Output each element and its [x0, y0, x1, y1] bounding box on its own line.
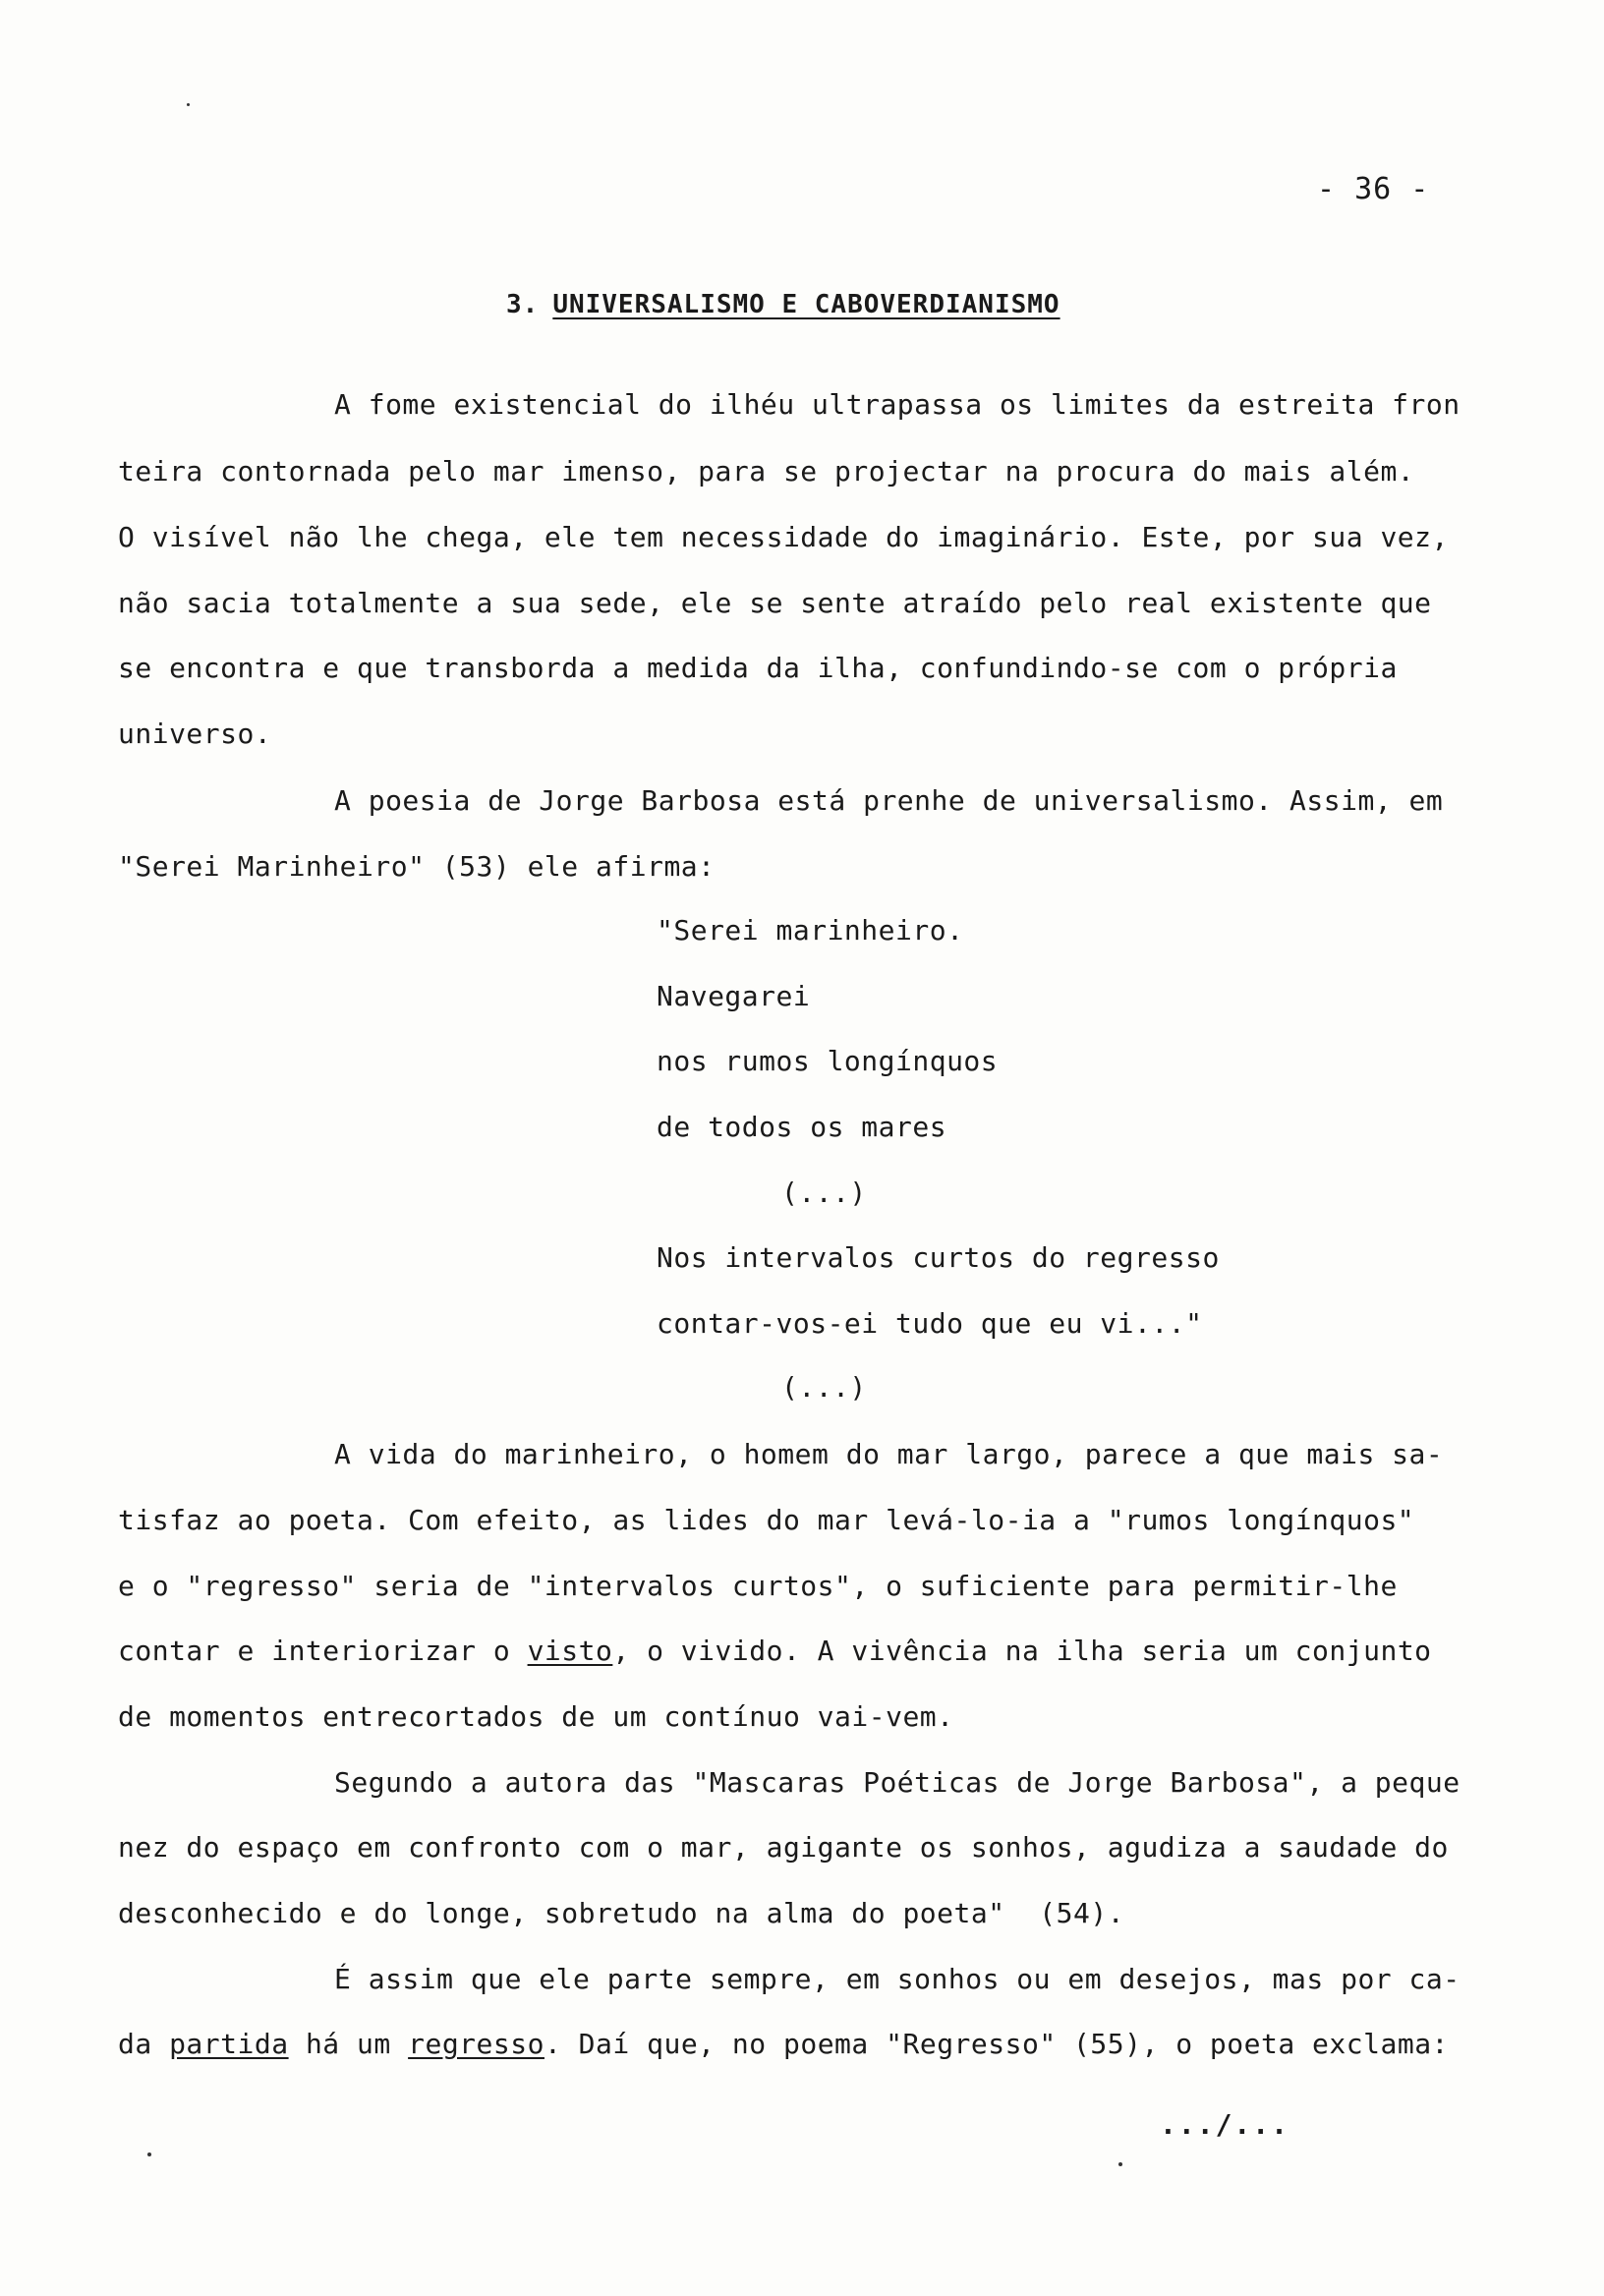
- paragraph-3-line-4-start: contar e interiorizar o: [118, 1635, 528, 1667]
- paragraph-5-line-1: É assim que ele parte sempre, em sonhos ou em desejos, mas por ca-: [334, 1963, 1461, 1995]
- paragraph-2-line-2: "Serei Marinheiro" (53) ele afirma:: [118, 850, 716, 883]
- page-number: - 36 -: [1317, 172, 1430, 206]
- verse-line-4: de todos os mares: [657, 1111, 947, 1143]
- section-heading-title: UNIVERSALISMO E CABOVERDIANISMO: [552, 290, 1060, 319]
- paragraph-1-line-4: não sacia totalmente a sua sede, ele se sente atraído pelo real existente que: [118, 587, 1432, 619]
- paragraph-3-line-4-end: , o vivido. A vivência na ilha seria um conjunto: [612, 1635, 1432, 1667]
- scan-speck: [1118, 2162, 1122, 2166]
- underlined-word-partida: partida: [169, 2028, 289, 2060]
- verse-line-2: Navegarei: [657, 980, 811, 1012]
- paragraph-3-line-5: de momentos entrecortados de um contínuo vai-vem.: [118, 1700, 954, 1733]
- underlined-word-visto: visto: [527, 1635, 613, 1667]
- paragraph-5-line-2-end: . Daí que, no poema "Regresso" (55), o poeta exclama:: [544, 2028, 1449, 2060]
- paragraph-5-line-2-prefix: da: [118, 2028, 170, 2060]
- verse-line-3: nos rumos longínquos: [657, 1045, 999, 1077]
- underlined-word-regresso: regresso: [408, 2028, 544, 2060]
- paragraph-1-line-2: teira contornada pelo mar imenso, para se projectar na procura do mais além.: [118, 455, 1415, 488]
- paragraph-5-line-2: [118, 2028, 1449, 2060]
- paragraph-3-line-1: A vida do marinheiro, o homem do mar largo, parece a que mais sa-: [334, 1438, 1444, 1470]
- paragraph-4-line-3: desconhecido e do longe, sobretudo na alma do poeta" (54).: [118, 1897, 1125, 1929]
- paragraph-4-line-1: Segundo a autora das "Mascaras Poéticas de Jorge Barbosa", a peque: [334, 1766, 1461, 1799]
- paragraph-5-line-2-mid: há um: [288, 2028, 409, 2060]
- paragraph-3-line-2: tisfaz ao poeta. Com efeito, as lides do mar levá-lo-ia a "rumos longínquos": [118, 1504, 1415, 1536]
- verse-ellipsis-1: (...): [781, 1177, 867, 1209]
- paragraph-1-line-6: universo.: [118, 718, 272, 750]
- paragraph-3-line-4: [118, 1635, 1432, 1667]
- paragraph-4-line-2: nez do espaço em confronto com o mar, agigante os sonhos, agudiza a saudade do: [118, 1831, 1449, 1864]
- scan-speck: [147, 2152, 151, 2156]
- paragraph-2-line-1: A poesia de Jorge Barbosa está prenhe de universalismo. Assim, em: [334, 784, 1444, 817]
- continuation-mark: .../...: [1160, 2108, 1290, 2141]
- scan-speck: [187, 103, 190, 106]
- paragraph-1-line-5: se encontra e que transborda a medida da ilha, confundindo-se com o própria: [118, 652, 1398, 684]
- paragraph-3-line-3: e o "regresso" seria de "intervalos curtos", o suficiente para permitir-lhe: [118, 1570, 1398, 1602]
- verse-line-5: Nos intervalos curtos do regresso: [657, 1241, 1220, 1274]
- verse-line-6: contar-vos-ei tudo que eu vi...": [657, 1307, 1203, 1340]
- paragraph-1-line-3: O visível não lhe chega, ele tem necessidade do imaginário. Este, por sua vez,: [118, 521, 1449, 553]
- verse-ellipsis-2: (...): [781, 1371, 867, 1404]
- section-heading-number: 3.: [506, 290, 540, 319]
- paragraph-1-line-1: A fome existencial do ilhéu ultrapassa os limites da estreita fron: [334, 388, 1461, 421]
- section-heading: [506, 290, 1060, 319]
- verse-line-1: "Serei marinheiro.: [657, 914, 964, 947]
